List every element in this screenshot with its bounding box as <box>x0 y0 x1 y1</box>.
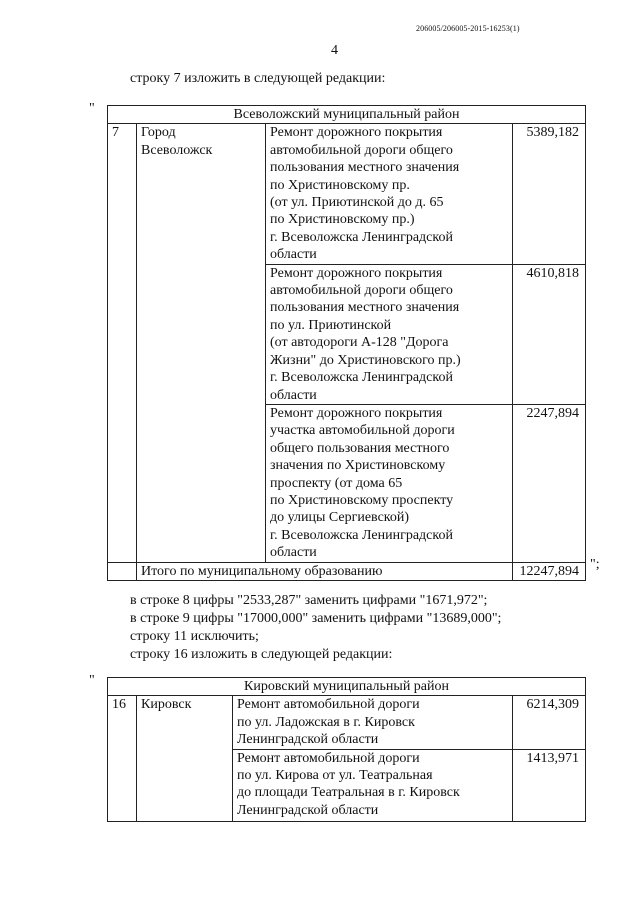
description-line: г. Всеволожска Ленинградской <box>270 370 453 386</box>
opening-quote-2: " <box>89 673 95 688</box>
description-line: Ремонт дорожного покрытия <box>270 265 443 281</box>
amount-cell: 4610,818 <box>513 264 586 404</box>
description-line: г. Всеволожска Ленинградской <box>270 527 453 543</box>
description-line: Ремонт автомобильной дороги <box>237 750 420 766</box>
work-description <box>266 124 513 264</box>
city-cell <box>137 124 266 562</box>
amount-cell: 1413,971 <box>513 749 586 821</box>
change-line-2: в строке 9 цифры "17000,000" заменить цифрами "13689,000"; <box>130 611 502 626</box>
amount-cell: 2247,894 <box>513 404 586 562</box>
description-line: области <box>270 247 317 263</box>
description-line: области <box>270 387 317 403</box>
description-line: по Христиновскому пр. <box>270 177 410 193</box>
description-line: Ремонт дорожного покрытия <box>270 125 443 141</box>
closing-quote-1: "; <box>590 557 600 572</box>
description-line: (от автодороги А-128 "Дорога <box>270 335 449 351</box>
description-line: г. Всеволожска Ленинградской <box>270 229 453 245</box>
intro-row7-paragraph: строку 7 изложить в следующей редакции: <box>130 71 386 86</box>
city-cell <box>137 696 233 821</box>
change-line-1: в строке 8 цифры "2533,287" заменить цифрами "1671,972"; <box>130 593 488 608</box>
table-header-vsevolozhsk: Всеволожский муниципальный район <box>108 106 586 124</box>
description-line: до улицы Сергиевской) <box>270 510 410 526</box>
description-line: по Христиновскому пр.) <box>270 212 415 228</box>
description-line: пользования местного значения <box>270 160 460 176</box>
amount-cell: 5389,182 <box>513 124 586 264</box>
amount-cell: 6214,309 <box>513 696 586 749</box>
description-line: Жизни" до Христиновского пр.) <box>270 352 461 368</box>
work-description <box>233 696 513 749</box>
total-label: Итого по муниципальному образованию <box>137 562 513 580</box>
description-line: до площади Театральная в г. Кировск <box>237 785 460 801</box>
document-id: 206005/206005-2015-16253(1) <box>416 24 520 33</box>
table-kirovsk <box>107 677 586 822</box>
page-number: 4 <box>331 43 338 58</box>
city-line: Город <box>141 125 176 141</box>
description-line: проспекту (от дома 65 <box>270 475 403 491</box>
work-description <box>266 404 513 562</box>
description-line: автомобильной дороги общего <box>270 142 453 158</box>
total-amount: 12247,894 <box>513 562 586 580</box>
change-line-3: строку 11 исключить; <box>130 629 259 644</box>
description-line: Ремонт автомобильной дороги <box>237 697 420 713</box>
work-description <box>233 749 513 821</box>
row-number: 7 <box>108 124 137 562</box>
description-line: пользования местного значения <box>270 300 460 316</box>
total-empty-cell <box>108 562 137 580</box>
description-line: общего пользования местного <box>270 440 450 456</box>
description-line: по ул. Приютинской <box>270 317 392 333</box>
description-line: участка автомобильной дороги <box>270 423 455 439</box>
description-line: Ленинградской области <box>237 732 379 748</box>
description-line: (от ул. Приютинской до д. 65 <box>270 195 444 211</box>
description-line: по Христиновскому проспекту <box>270 492 454 508</box>
description-line: автомобильной дороги общего <box>270 283 453 299</box>
description-line: Ленинградской области <box>237 802 379 818</box>
description-line: по ул. Ладожская в г. Кировск <box>237 714 415 730</box>
city-line: Всеволожск <box>141 142 213 158</box>
description-line: Ремонт дорожного покрытия <box>270 405 443 421</box>
city-line: Кировск <box>141 697 192 713</box>
description-line: значения по Христиновскому <box>270 458 446 474</box>
table-vsevolozhsk <box>107 105 586 581</box>
row-number: 16 <box>108 696 137 821</box>
opening-quote-1: " <box>89 101 95 116</box>
table-header-kirovsk: Кировский муниципальный район <box>108 678 586 696</box>
description-line: области <box>270 545 317 561</box>
work-description <box>266 264 513 404</box>
change-line-4: строку 16 изложить в следующей редакции: <box>130 647 393 662</box>
description-line: по ул. Кирова от ул. Театральная <box>237 768 433 784</box>
